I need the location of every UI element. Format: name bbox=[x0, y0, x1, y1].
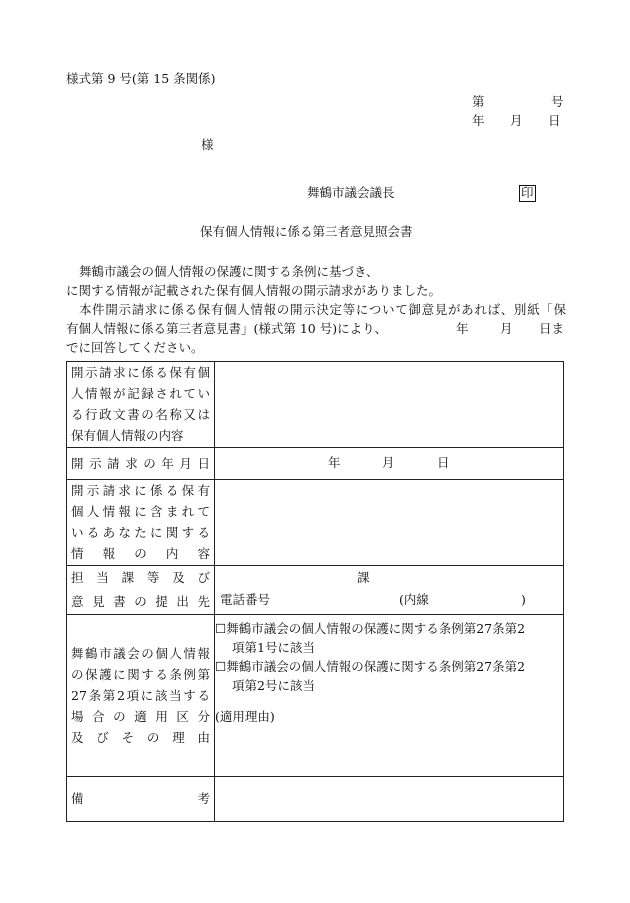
phone-number-label: 電話番号 bbox=[220, 592, 271, 607]
date-hi: 日 bbox=[548, 113, 561, 128]
option-1-checkbox[interactable]: ☐舞鶴市議会の個人情報の保護に関する条例第27条第2 bbox=[215, 621, 526, 636]
value-remarks[interactable] bbox=[215, 777, 564, 822]
row-department bbox=[67, 566, 564, 615]
extension-label: (内線 bbox=[399, 592, 429, 607]
date-nen: 年 bbox=[472, 113, 485, 128]
seal-mark: 印 bbox=[521, 185, 534, 200]
document-title: 保有個人情報に係る第三者意見照会書 bbox=[200, 224, 413, 239]
value-document-name[interactable] bbox=[215, 362, 564, 448]
request-date-nen: 年 bbox=[328, 455, 341, 470]
option-2-text: 項第2号に該当 bbox=[232, 678, 315, 693]
label-line: 意見書の提出先 bbox=[71, 594, 210, 609]
value-applicable-category bbox=[215, 615, 564, 777]
row-remarks bbox=[67, 777, 564, 822]
sender-name: 舞鶴市議会議長 bbox=[307, 185, 395, 200]
extension-close: ) bbox=[521, 592, 526, 607]
addressee-sama: 様 bbox=[201, 137, 214, 152]
request-date-tsuki: 月 bbox=[382, 455, 395, 470]
intro-line-3: 本件開示請求に係る保有個人情報の開示決定等について御意見があれば、別紙「保 bbox=[79, 302, 566, 317]
label-request-date bbox=[67, 448, 215, 480]
value-department[interactable] bbox=[215, 566, 564, 615]
label-line: 開示請求の年月日 bbox=[71, 455, 210, 471]
row-document-name bbox=[67, 362, 564, 448]
label-line: 保有個人情報の内容 bbox=[71, 428, 184, 443]
label-line: 舞鶴市議会の個人情報 bbox=[71, 646, 210, 661]
label-line: 開示請求に係る保有個 bbox=[71, 365, 210, 380]
department-ka: 課 bbox=[357, 570, 370, 585]
label-info-content bbox=[67, 480, 215, 566]
intro-line-2: に関する情報が記載された保有個人情報の開示請求がありました。 bbox=[66, 283, 442, 298]
label-department bbox=[67, 566, 215, 615]
label-line: 27条第2項に該当する bbox=[71, 688, 210, 703]
intro-deadline-hi: 日ま bbox=[539, 321, 565, 336]
doc-number-go: 号 bbox=[551, 94, 564, 109]
intro-line-1: 舞鶴市議会の個人情報の保護に関する条例に基づき、 bbox=[79, 264, 379, 279]
label-line: 個人情報に含まれて bbox=[71, 504, 210, 519]
option-2-checkbox[interactable]: ☐舞鶴市議会の個人情報の保護に関する条例第27条第2 bbox=[215, 659, 526, 674]
option-1-text: 項第1号に該当 bbox=[232, 640, 315, 655]
label-applicable-category bbox=[67, 615, 215, 777]
label-line: 開示請求に係る保有 bbox=[71, 483, 210, 498]
reason-label: (適用理由) bbox=[215, 709, 275, 724]
intro-deadline-nen: 年 bbox=[456, 321, 469, 336]
intro-line-5: でに回答してください。 bbox=[66, 340, 204, 355]
intro-line-4 bbox=[66, 319, 566, 338]
date-tsuki: 月 bbox=[510, 113, 523, 128]
form-number: 様式第 9 号(第 15 条関係) bbox=[66, 71, 216, 86]
inquiry-table bbox=[66, 361, 564, 822]
row-request-date bbox=[67, 448, 564, 480]
label-line: 場合の適用区分 bbox=[71, 709, 210, 724]
label-remarks bbox=[67, 777, 215, 822]
doc-number-dai: 第 bbox=[472, 94, 485, 109]
label-line: 備考 bbox=[71, 791, 210, 806]
value-request-date[interactable] bbox=[215, 448, 564, 480]
label-line: 情報の内容 bbox=[71, 546, 210, 561]
value-info-content[interactable] bbox=[215, 480, 564, 566]
request-date-hi: 日 bbox=[437, 455, 450, 470]
row-info-content bbox=[67, 480, 564, 566]
label-line: 及びその理由 bbox=[71, 730, 210, 745]
row-applicable-category bbox=[67, 615, 564, 777]
intro-deadline-tsuki: 月 bbox=[500, 321, 513, 336]
intro-text bbox=[66, 262, 566, 357]
label-line: いるあなたに関する bbox=[71, 525, 210, 540]
label-document-name bbox=[67, 362, 215, 448]
label-line: 担当課等及び bbox=[71, 570, 210, 585]
label-line: 人情報が記録されてい bbox=[71, 386, 210, 401]
intro-line-4-text: 有個人情報に係る第三者意見書」(様式第 10 号)により、 bbox=[66, 321, 388, 336]
label-line: の保護に関する条例第 bbox=[71, 667, 210, 682]
label-line: る行政文書の名称又は bbox=[71, 407, 210, 422]
